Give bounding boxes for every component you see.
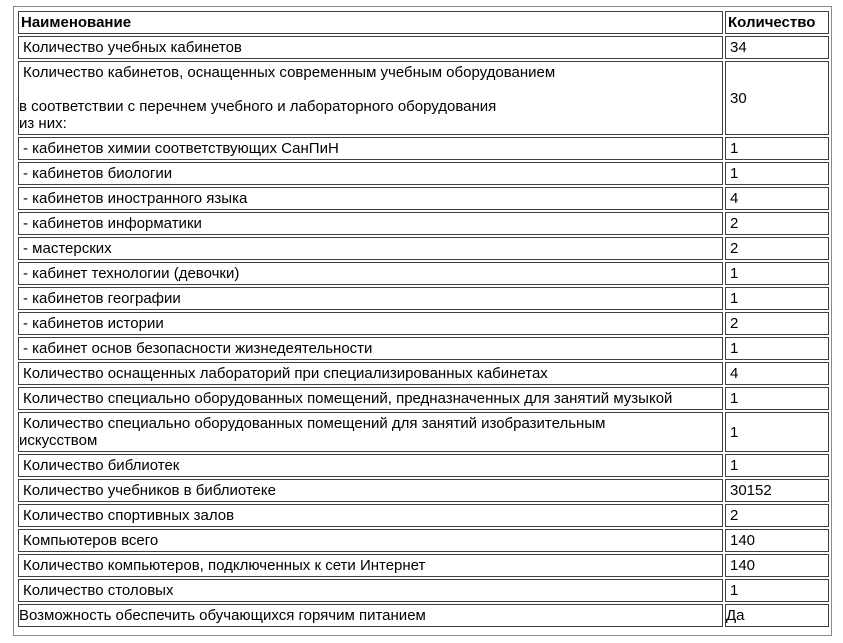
row-name: - кабинетов биологии <box>18 162 723 185</box>
row-name: - кабинетов иностранного языка <box>18 187 723 210</box>
table-row <box>18 362 829 385</box>
row-name: - кабинетов химии соответствующих СанПиН <box>18 137 723 160</box>
row-name-line: искусством <box>19 432 98 449</box>
row-quantity: 1 <box>725 337 829 360</box>
row-name: - кабинет основ безопасности жизнедеятельности <box>18 337 723 360</box>
row-name: Количество оснащенных лабораторий при специализированных кабинетах <box>18 362 723 385</box>
table-row <box>18 387 829 410</box>
row-quantity: 1 <box>725 287 829 310</box>
table-row <box>18 237 829 260</box>
row-quantity: 30152 <box>725 479 829 502</box>
row-name-line: Количество специально оборудованных помещений для занятий изобразительным <box>23 415 606 432</box>
table-row <box>18 262 829 285</box>
row-quantity: 1 <box>725 162 829 185</box>
row-name-line: в соответствии с перечнем учебного и лабораторного оборудования <box>19 98 497 115</box>
row-name: Количество столовых <box>18 579 723 602</box>
table-frame <box>13 6 832 636</box>
table-row <box>18 529 829 552</box>
table-row <box>18 212 829 235</box>
table-row <box>18 287 829 310</box>
table-row <box>18 479 829 502</box>
row-quantity: 2 <box>725 312 829 335</box>
row-quantity: 1 <box>725 387 829 410</box>
table-row <box>18 36 829 59</box>
table-row <box>18 162 829 185</box>
table-row <box>18 137 829 160</box>
row-quantity: 34 <box>725 36 829 59</box>
row-name: Количество специально оборудованных помещений, предназначенных для занятий музыкой <box>18 387 723 410</box>
table-row <box>18 554 829 577</box>
table-row <box>18 504 829 527</box>
header-quantity: Количество <box>725 11 829 34</box>
row-quantity: 2 <box>725 504 829 527</box>
row-quantity: Да <box>725 604 829 627</box>
row-name: Количество спортивных залов <box>18 504 723 527</box>
row-name: - кабинетов истории <box>18 312 723 335</box>
row-name: Компьютеров всего <box>18 529 723 552</box>
row-quantity: 30 <box>725 61 829 135</box>
row-name: - кабинет технологии (девочки) <box>18 262 723 285</box>
table-row <box>18 604 829 627</box>
row-quantity: 2 <box>725 237 829 260</box>
row-name: - мастерских <box>18 237 723 260</box>
row-quantity: 1 <box>725 137 829 160</box>
row-name <box>18 412 723 452</box>
resources-table <box>16 9 831 629</box>
row-quantity: 4 <box>725 362 829 385</box>
row-name <box>18 61 723 135</box>
row-name: Количество учебных кабинетов <box>18 36 723 59</box>
row-name-line: Количество кабинетов, оснащенных современным учебным оборудованием <box>23 64 556 81</box>
row-quantity: 1 <box>725 262 829 285</box>
row-name: - кабинетов информатики <box>18 212 723 235</box>
table-row <box>18 61 829 135</box>
row-quantity: 1 <box>725 412 829 452</box>
row-quantity: 140 <box>725 529 829 552</box>
header-name: Наименование <box>18 11 723 34</box>
table-row <box>18 454 829 477</box>
table-row <box>18 579 829 602</box>
row-name: Количество библиотек <box>18 454 723 477</box>
row-name-line: из них: <box>19 115 67 132</box>
table-row <box>18 312 829 335</box>
row-name: - кабинетов географии <box>18 287 723 310</box>
row-quantity: 4 <box>725 187 829 210</box>
spacer <box>23 81 718 98</box>
row-name: Количество компьютеров, подключенных к сети Интернет <box>18 554 723 577</box>
row-quantity: 2 <box>725 212 829 235</box>
row-name: Возможность обеспечить обучающихся горячим питанием <box>18 604 723 627</box>
row-quantity: 1 <box>725 454 829 477</box>
table-row <box>18 337 829 360</box>
row-quantity: 140 <box>725 554 829 577</box>
table-header-row <box>18 11 829 34</box>
table-row <box>18 187 829 210</box>
row-quantity: 1 <box>725 579 829 602</box>
table-row <box>18 412 829 452</box>
row-name: Количество учебников в библиотеке <box>18 479 723 502</box>
